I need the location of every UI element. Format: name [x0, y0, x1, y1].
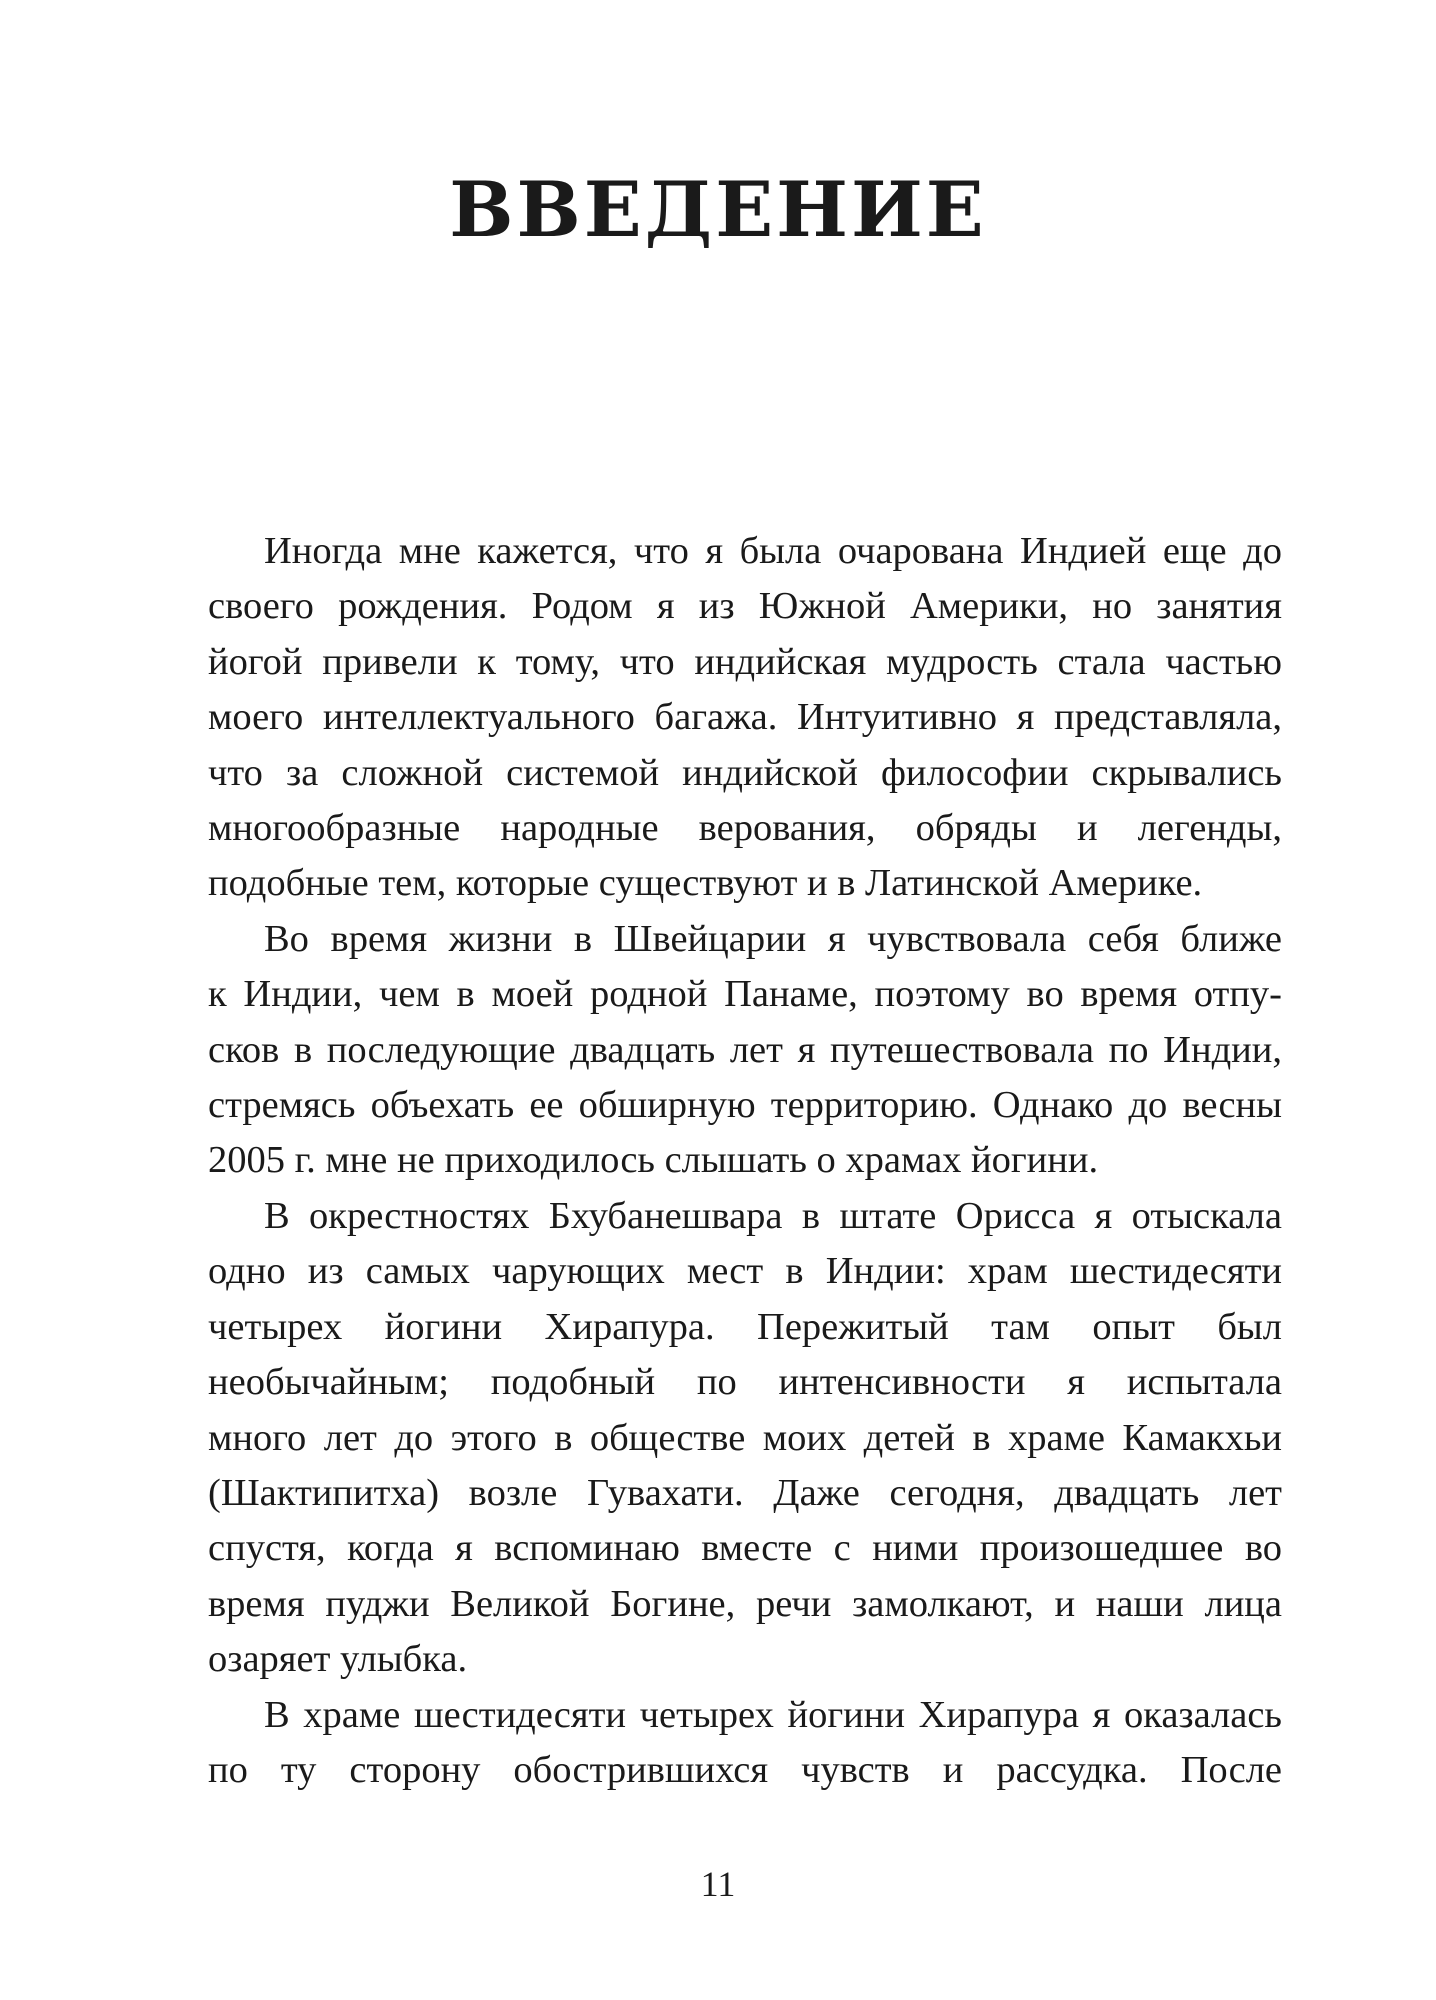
paragraph	[208, 912, 1282, 1189]
text-line: Во время жизни в Швейцарии я чувствовала себя ближе	[264, 917, 1282, 960]
text-line: четырех йогини Хирапура. Пережитый там опыт был	[208, 1305, 1282, 1348]
text-line: стремясь объехать ее обширную территорию. Однако до весны	[208, 1084, 1282, 1127]
text-line: многообразные народные верования, обряды и легенды,	[208, 807, 1282, 850]
text-line: к Индии, чем в моей родной Панаме, поэтому во время отпу-	[208, 973, 1282, 1016]
text-line: йогой привели к тому, что индийская мудрость стала частью	[208, 640, 1282, 683]
text-line: время пуджи Великой Богине, речи замолкают, и наши лица	[208, 1582, 1282, 1625]
text-line: сков в последующие двадцать лет я путешествовала по Индии,	[208, 1028, 1282, 1071]
chapter-title: ВВЕДЕНИЕ	[449, 165, 987, 254]
text-line: по ту сторону обострившихся чувств и рассудка. После	[208, 1748, 1282, 1791]
text-line: 2005 г. мне не приходилось слышать о храмах йогини.	[208, 1139, 1099, 1182]
page-number: 11	[700, 1864, 736, 1904]
body-text	[208, 524, 1282, 1798]
text-line: много лет до этого в обществе моих детей в храме Камакхьи	[208, 1416, 1282, 1459]
text-line: (Шактипитха) возле Гувахати. Даже сегодня, двадцать лет	[208, 1471, 1282, 1514]
text-line: необычайным; подобный по интенсивности я испытала	[208, 1361, 1282, 1404]
text-line: озаряет улыбка.	[208, 1638, 468, 1681]
text-line: моего интеллектуального багажа. Интуитивно я представляла,	[208, 696, 1282, 739]
text-line: В окрестностях Бхубанешвара в штате Орисса я отыскала	[264, 1194, 1282, 1237]
paragraph	[208, 524, 1282, 912]
text-line: В храме шестидесяти четырех йогини Хирапура я оказалась	[264, 1693, 1282, 1736]
text-line: Иногда мне кажется, что я была очарована Индией еще до	[264, 530, 1282, 572]
text-line: что за сложной системой индийской философии скрывались	[208, 751, 1282, 794]
text-line: подобные тем, которые существуют и в Латинской Америке.	[208, 862, 1203, 905]
paragraph	[208, 1688, 1282, 1799]
text-line: спустя, когда я вспоминаю вместе с ними произошедшее во	[208, 1527, 1282, 1570]
text-line: своего рождения. Родом я из Южной Америки, но занятия	[208, 585, 1282, 628]
text-line: одно из самых чарующих мест в Индии: храм шестидесяти	[208, 1250, 1282, 1293]
paragraph	[208, 1189, 1282, 1688]
